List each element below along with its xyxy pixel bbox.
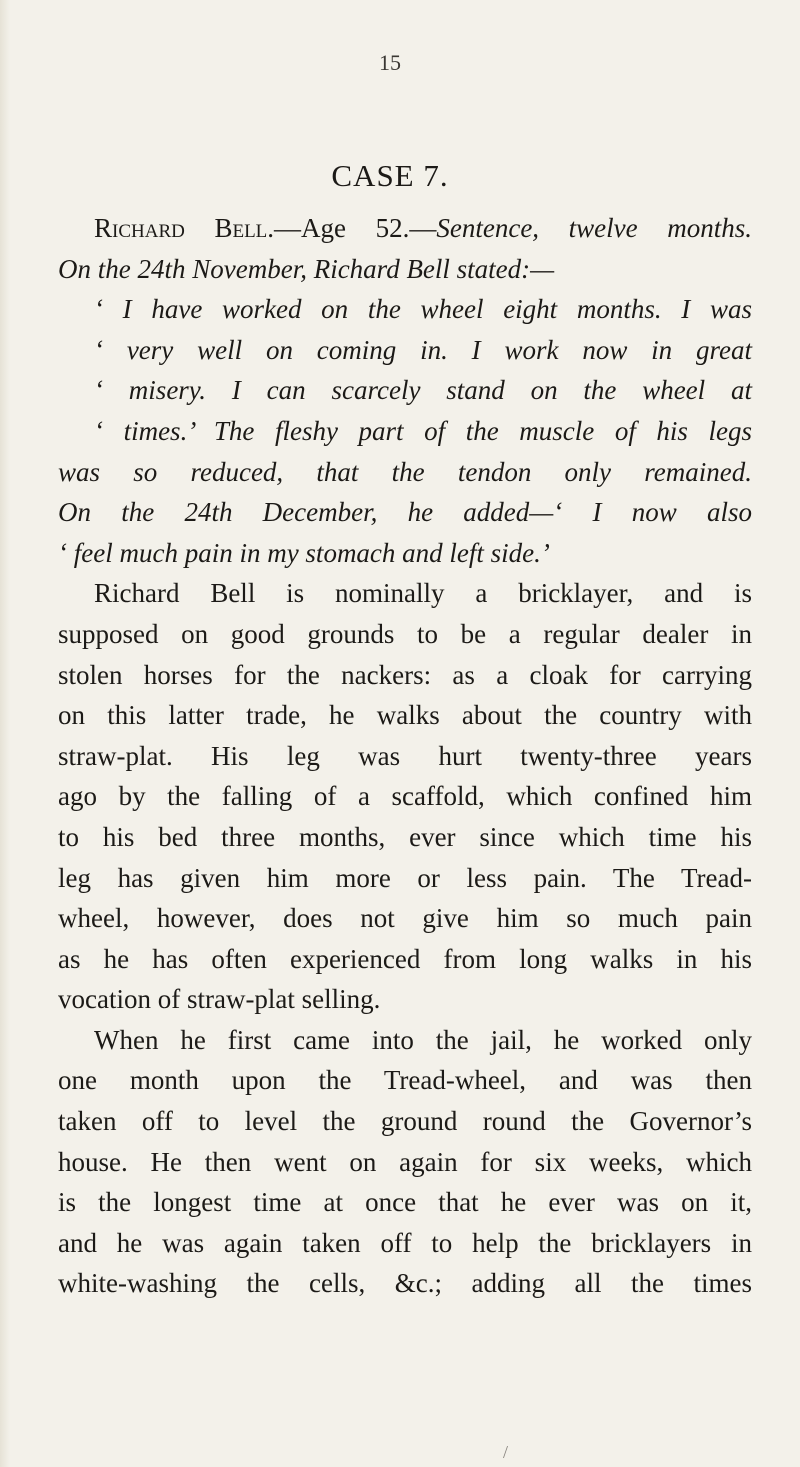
- case-heading: CASE 7.: [331, 158, 449, 193]
- text-line: [58, 492, 752, 533]
- text-segment: Sentence, twelve months.: [436, 213, 752, 243]
- text-line: [58, 330, 752, 371]
- body-text: [58, 208, 752, 1304]
- text-line: [58, 1223, 752, 1264]
- text-segment: supposed on good grounds to be a regular dealer in: [58, 618, 752, 649]
- text-segment: white-washing the cells, &c.; adding all the times: [58, 1268, 752, 1299]
- text-line: [58, 1142, 752, 1183]
- text-segment: to his bed three months, ever since which time his: [58, 821, 752, 852]
- text-line: [58, 979, 752, 1020]
- text-line: [58, 614, 752, 655]
- text-line: [58, 533, 752, 574]
- page-number: 15: [379, 50, 401, 75]
- text-segment: house. He then went on again for six weeks, which: [58, 1146, 752, 1177]
- text-segment: and he was again taken off to help the bricklayers in: [58, 1227, 752, 1258]
- text-line: [58, 1182, 752, 1223]
- text-line: [58, 1020, 752, 1061]
- text-segment: ‘ I have worked on the wheel eight months. I was: [94, 294, 752, 325]
- text-segment: taken off to level the ground round the Governor’s: [58, 1106, 752, 1137]
- text-line: [58, 695, 752, 736]
- text-line: [58, 736, 752, 777]
- text-segment: .—Age 52.—: [267, 213, 437, 243]
- text-segment: On the 24th November, Richard Bell stated:—: [58, 253, 555, 284]
- text-segment: was so reduced, that the tendon only remained.: [58, 456, 752, 487]
- text-line: [58, 1101, 752, 1142]
- text-line: [58, 208, 752, 249]
- text-line: [58, 289, 752, 330]
- text-segment: ‘ feel much pain in my stomach and left side.’: [58, 537, 550, 568]
- text-segment: When he first came into the jail, he worked only: [94, 1024, 752, 1055]
- text-segment: On the 24th December, he added—‘ I now also: [58, 497, 752, 528]
- text-segment: ‘ times.’ The fleshy part of the muscle of his legs: [94, 415, 752, 446]
- text-line: [58, 1263, 752, 1304]
- text-segment: ‘ very well on coming in. I work now in great: [94, 334, 752, 365]
- text-line: [58, 655, 752, 696]
- text-segment: wheel, however, does not give him so much pain: [58, 903, 752, 934]
- text-segment: one month upon the Tread-wheel, and was then: [58, 1065, 752, 1096]
- text-segment: Richard Bell is nominally a bricklayer, and is: [94, 578, 752, 609]
- text-line: [58, 370, 752, 411]
- text-segment: stolen horses for the nackers: as a cloak for carrying: [58, 659, 752, 690]
- text-line: [58, 939, 752, 980]
- stray-mark: /: [503, 1442, 509, 1462]
- text-line: [58, 858, 752, 899]
- text-segment: ago by the falling of a scaffold, which confined him: [58, 781, 752, 812]
- text-line: [58, 411, 752, 452]
- text-segment: ‘ misery. I can scarcely stand on the wheel at: [94, 375, 752, 406]
- text-line: [58, 573, 752, 614]
- text-line: [58, 249, 752, 290]
- text-segment: vocation of straw-plat selling.: [58, 984, 381, 1015]
- text-line: [58, 817, 752, 858]
- text-line: [58, 1060, 752, 1101]
- text-segment: is the longest time at once that he ever was on it,: [58, 1187, 752, 1218]
- page-binding-edge: [0, 0, 10, 1467]
- text-line: [58, 452, 752, 493]
- text-segment: leg has given him more or less pain. The Tread-: [58, 862, 752, 893]
- text-segment: as he has often experienced from long walks in his: [58, 943, 752, 974]
- text-line: [58, 776, 752, 817]
- text-segment: Richard Bell: [94, 213, 268, 243]
- text-line: [58, 898, 752, 939]
- text-segment: on this latter trade, he walks about the country with: [58, 700, 752, 731]
- text-segment: straw-plat. His leg was hurt twenty-three years: [58, 740, 752, 771]
